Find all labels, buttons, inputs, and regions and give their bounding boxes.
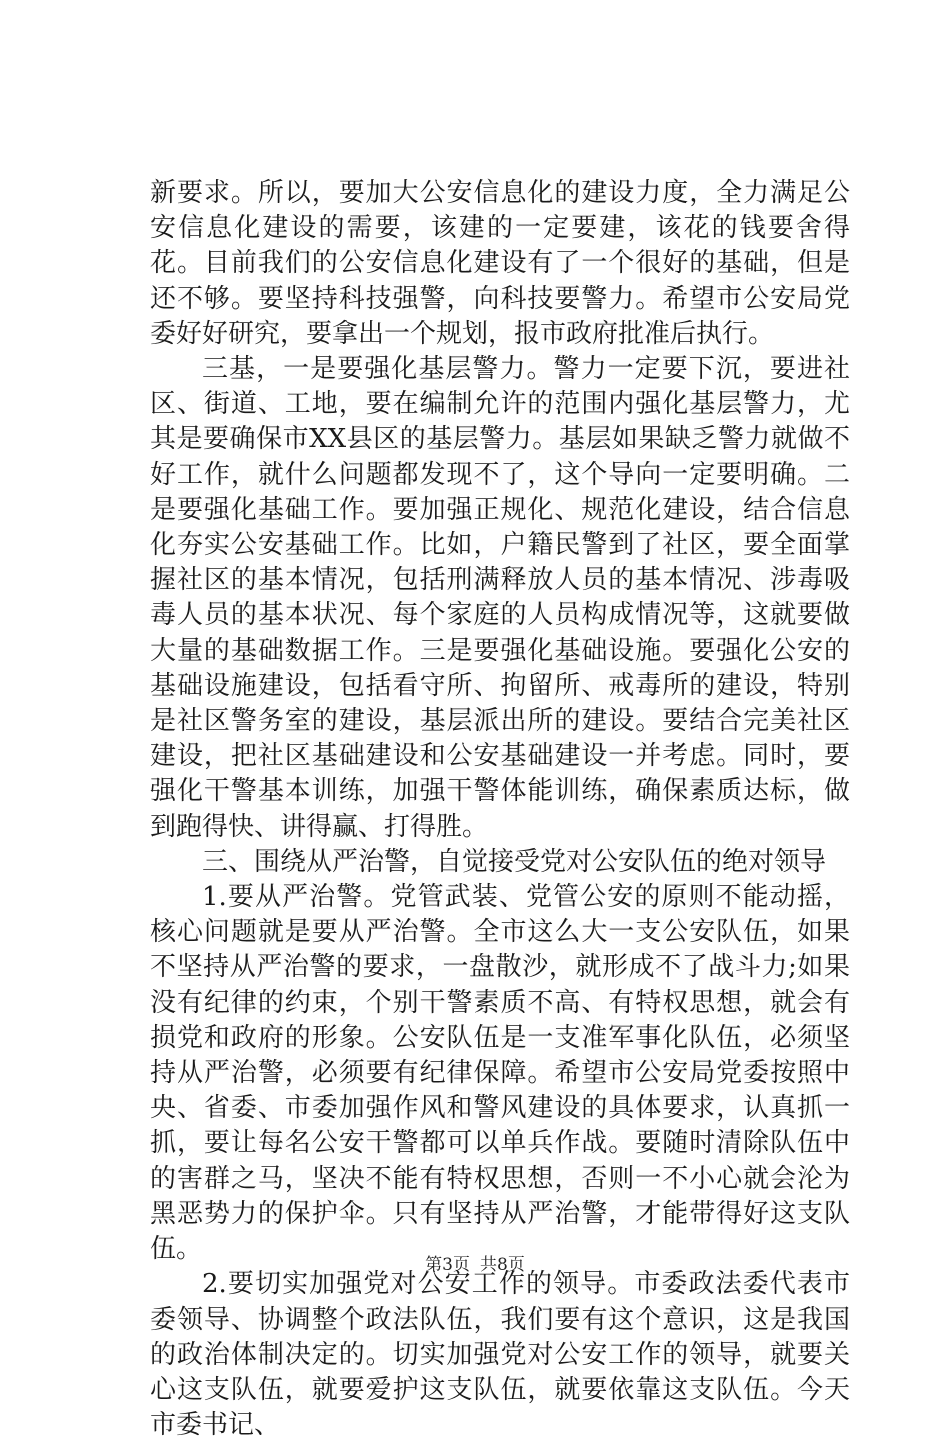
page-footer bbox=[0, 1250, 950, 1275]
paragraph-1: 新要求。所以，要加大公安信息化的建设力度，全力满足公安信息化建设的需要，该建的一定要建，该花的钱要舍得花。目前我们的公安信息化建设有了一个很好的基础，但是还不够。要坚持科技强警，向科技要警力。希望市公安局党委好好研究，要拿出一个规划，报市政府批准后执行。 bbox=[150, 178, 850, 349]
page-number: 第3页 bbox=[425, 1255, 470, 1275]
paragraph-4: 2.要切实加强党对公安工作的领导。市委政法委代表市委领导、协调整个政法队伍，我们要有这个意识，这是我国的政治体制决定的。切实加强党对公安工作的领导，就要关心这支队伍，就要爱护这支队伍，就要依靠这支队伍。今天市委书记、 bbox=[150, 1269, 850, 1441]
paragraph-2: 三基，一是要强化基层警力。警力一定要下沉，要进社区、街道、工地，要在编制允许的范围内强化基层警力，尤其是要确保市XX县区的基层警力。基层如果缺乏警力就做不好工作，就什么问题都发现不了，这个导向一定要明确。二是要强化基础工作。要加强正规化、规范化建设，结合信息化夯实公安基础工作。比如，户籍民警到了社区，要全面掌握社区的基本情况，包括刑满释放人员的基本情况、涉毒吸毒人员的基本状况、每个家庭的人员构成情况等，这就要做大量的基础数据工作。三是要强化基础设施。要强化公安的基础设施建设，包括看守所、拘留所、戒毒所的建设，特别是社区警务室的建设，基层派出所的建设。要结合完美社区建设，把社区基础建设和公安基础建设一并考虑。同时，要强化干警基本训练，加强干警体能训练，确保素质达标，做到跑得快、讲得赢、打得胜。 bbox=[150, 354, 850, 842]
page-total: 共8页 bbox=[480, 1255, 525, 1275]
paragraph-3: 1.要从严治警。党管武装、党管公安的原则不能动摇，核心问题就是要从严治警。全市这么大一支公安队伍，如果不坚持从严治警的要求，一盘散沙，就形成不了战斗力;如果没有纪律的约束，个别干警素质不高、有特权思想，就会有损党和政府的形象。公安队伍是一支准军事化队伍，必须坚持从严治警，必须要有纪律保障。希望市公安局党委按照中央、省委、市委加强作风和警风建设的具体要求，认真抓一抓，要让每名公安干警都可以单兵作战。要随时清除队伍中的害群之马，坚决不能有特权思想，否则一不小心就会沦为黑恶势力的保护伞。只有坚持从严治警，才能带得好这支队伍。 bbox=[150, 882, 850, 1265]
section-heading: 三、围绕从严治警，自觉接受党对公安队伍的绝对领导 bbox=[202, 846, 827, 877]
